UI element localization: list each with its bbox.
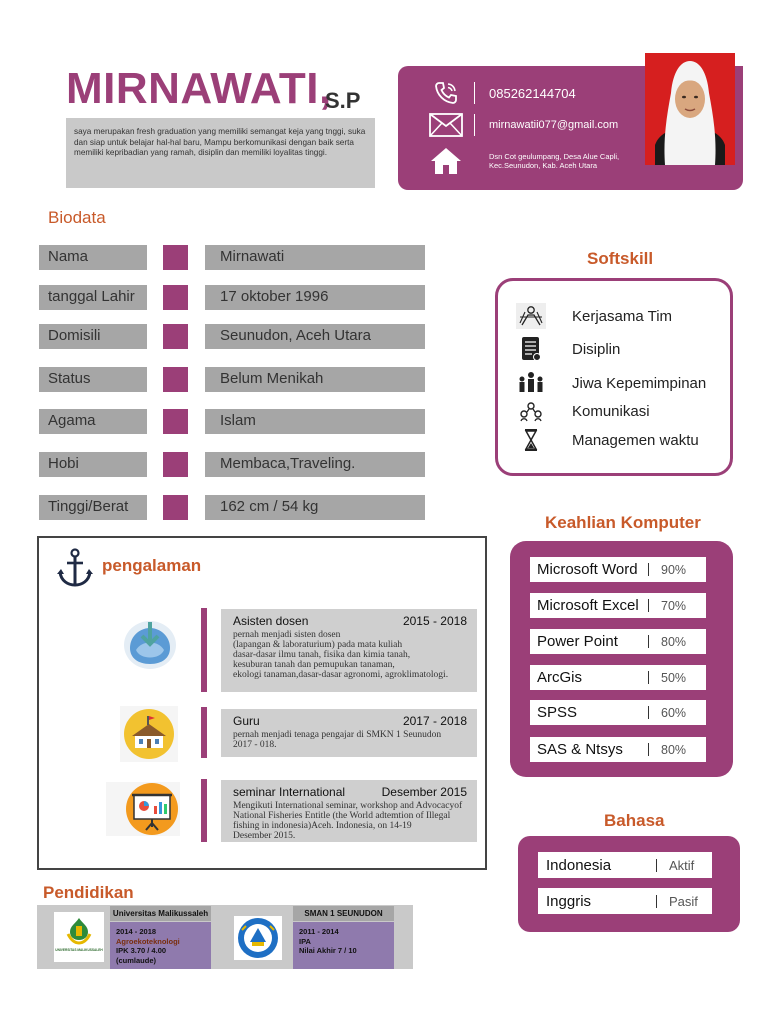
bio-value-status: Belum Menikah <box>205 367 425 392</box>
bio-value-nama: Mirnawati <box>205 245 425 270</box>
school-icon <box>120 706 178 767</box>
skill-separator <box>648 706 649 719</box>
experience-title: pengalaman <box>102 556 202 575</box>
education-school: SMAN 1 SEUNUDON <box>293 906 394 921</box>
experience-description <box>233 630 467 680</box>
resume-name: MIRNAWATI, <box>66 64 332 113</box>
education-major: Agroekoteknologi <box>116 936 180 946</box>
leader-icon <box>516 370 546 396</box>
language-separator <box>656 895 657 908</box>
bio-marker <box>163 324 188 349</box>
communication-icon <box>516 398 546 424</box>
softskill-panel <box>495 278 733 476</box>
bio-marker <box>163 409 188 434</box>
experience-period: 2017 - 2018 <box>402 714 467 728</box>
anchor-icon <box>57 548 93 593</box>
softskill-title: Softskill <box>587 249 654 268</box>
softskill-item <box>516 398 650 424</box>
tut-wuri-handayani-logo <box>234 916 282 960</box>
bio-value-domisili: Seunudon, Aceh Utara <box>205 324 425 349</box>
language-title: Bahasa <box>604 811 665 830</box>
experience-role: Guru <box>233 714 260 728</box>
experience-header <box>233 614 467 628</box>
skill-name: Power Point <box>537 633 618 650</box>
experience-desc-line: pernah menjadi sisten dosen <box>233 630 341 640</box>
education-details <box>293 922 394 969</box>
education-score: IPK 3.70 / 4.00 (cumlaude) <box>116 946 167 965</box>
home-icon <box>428 146 464 176</box>
bio-label-hobi: Hobi <box>39 452 147 477</box>
experience-desc-line: Desember 2015. <box>233 831 296 841</box>
bio-value-hobi: Membaca,Traveling. <box>205 452 425 477</box>
experience-role: seminar International <box>233 785 346 799</box>
computer-skill-row <box>530 737 706 762</box>
computer-skill-row <box>530 557 706 582</box>
education-years: 2014 - 2018 <box>116 927 157 936</box>
experience-header <box>233 785 467 799</box>
download-icon <box>122 618 178 675</box>
bio-value-tinggi-berat: 162 cm / 54 kg <box>205 495 425 520</box>
computer-skills-panel <box>510 541 733 777</box>
skill-percent: 80% <box>661 742 687 757</box>
experience-desc-line: (lapangan & laboraturium) pada mata kuliah <box>233 640 403 650</box>
address-text <box>489 152 619 170</box>
bio-marker <box>163 285 188 310</box>
bio-marker <box>163 495 188 520</box>
experience-marker <box>201 779 207 842</box>
softskill-item <box>516 303 672 329</box>
softskill-label: Disiplin <box>572 340 621 358</box>
language-panel <box>518 836 740 932</box>
experience-desc-line: fishing in indonesia)Aceh. Indonesia, on 14-19 <box>233 821 412 831</box>
experience-desc-line: Mengikuti International seminar, workshop and Advocacyof <box>233 801 463 811</box>
experience-card <box>221 709 477 757</box>
softskill-label: Jiwa Kepemimpinan <box>572 374 707 392</box>
experience-marker <box>201 707 207 758</box>
computer-skill-row <box>530 700 706 725</box>
experience-period: Desember 2015 <box>381 785 467 799</box>
language-name: Inggris <box>546 892 592 910</box>
language-name: Indonesia <box>546 856 612 874</box>
experience-description <box>233 801 467 841</box>
skill-name: SAS & Ntsys <box>537 741 623 758</box>
softskill-item <box>516 336 620 362</box>
university-logo <box>54 912 104 962</box>
skill-separator <box>648 599 649 612</box>
computer-skills-title: Keahlian Komputer <box>545 513 701 532</box>
skill-percent: 80% <box>661 634 687 649</box>
teamwork-icon <box>516 303 546 329</box>
language-row <box>538 852 712 878</box>
bio-label-status: Status <box>39 367 147 392</box>
skill-percent: 70% <box>661 598 687 613</box>
computer-skill-row <box>530 629 706 654</box>
skill-percent: 90% <box>661 562 687 577</box>
contact-email-row <box>428 110 618 140</box>
mail-icon <box>428 110 464 140</box>
experience-desc-line: kesuburan tanah dan pemupukan tanaman, <box>233 660 395 670</box>
skill-name: Microsoft Word <box>537 561 638 578</box>
computer-skill-row <box>530 593 706 618</box>
presentation-icon <box>106 782 180 841</box>
bio-label-domisili: Domisili <box>39 324 147 349</box>
resume-degree: S.P <box>325 88 361 113</box>
summary-text: saya merupakan fresh graduation yang memiliki semangat keja yang tnggi, suka dan siap untuk belajar hal-hal baru, Mampu berkomunikasi dengan baik serta memiliki kepribadian yang ramah, disiplin dan memiliki loyalitas tinggi. <box>66 118 375 188</box>
contact-address-row <box>428 146 619 176</box>
skill-name: ArcGis <box>537 669 582 686</box>
hourglass-icon <box>516 427 546 453</box>
education-major: IPA <box>299 936 311 946</box>
language-separator <box>656 859 657 872</box>
education-title: Pendidikan <box>43 883 134 902</box>
experience-role: Asisten dosen <box>233 614 309 628</box>
experience-desc-line: pernah menjadi tenaga pengajar di SMKN 1 Seunudon <box>233 730 442 740</box>
experience-desc-line: ekologi tanaman,dasar-dasar agronomi, agroklimatologi. <box>233 670 449 680</box>
email-text: mirnawatii077@gmail.com <box>489 119 619 131</box>
bio-marker <box>163 452 188 477</box>
university-logo-text: UNIVERSITAS MALIKUSSALEH <box>55 948 103 952</box>
bio-value-agama: Islam <box>205 409 425 434</box>
education-score: Nilai Akhir 7 / 10 <box>299 946 357 955</box>
skill-percent: 50% <box>661 670 687 685</box>
bio-value-tanggal-lahir: 17 oktober 1996 <box>205 285 425 310</box>
profile-photo <box>645 53 735 165</box>
phone-icon <box>428 78 464 108</box>
experience-description <box>233 730 467 750</box>
bio-label-tanggal-lahir: tanggal Lahir <box>39 285 147 310</box>
skill-name: Microsoft Excel <box>537 597 639 614</box>
experience-desc-line: dasar-dasar ilmu tanah, fisika dan kimia tanah, <box>233 650 411 660</box>
experience-card <box>221 780 477 842</box>
experience-desc-line: National Fisheries Entitle (the World adtemtion of Illegal <box>233 811 451 821</box>
language-level: Aktif <box>669 857 695 873</box>
biodata-title: Biodata <box>48 208 106 227</box>
education-years: 2011 - 2014 <box>299 927 339 936</box>
skill-separator <box>648 743 649 756</box>
contact-phone-row <box>428 78 576 108</box>
education-school: Universitas Malikussaleh <box>110 906 211 921</box>
address-line-1: Dsn Cot geulumpang, Desa Alue Capli, <box>489 152 620 161</box>
education-details <box>110 922 211 969</box>
experience-period: 2015 - 2018 <box>402 614 467 628</box>
skill-percent: 60% <box>661 705 687 720</box>
bio-marker <box>163 245 188 270</box>
contact-separator <box>474 82 475 104</box>
computer-skill-row <box>530 665 706 690</box>
language-row <box>538 888 712 914</box>
experience-header <box>233 714 467 728</box>
bio-label-tinggi-berat: Tinggi/Berat <box>39 495 147 520</box>
experience-desc-line: 2017 - 018. <box>233 740 277 750</box>
skill-separator <box>648 671 649 684</box>
softskill-label: Komunikasi <box>572 402 650 420</box>
skill-separator <box>648 635 649 648</box>
skill-separator <box>648 563 649 576</box>
softskill-item <box>516 427 699 453</box>
softskill-label: Kerjasama Tim <box>572 307 673 325</box>
bio-label-agama: Agama <box>39 409 147 434</box>
language-level: Pasif <box>669 893 698 909</box>
softskill-label: Managemen waktu <box>572 431 699 449</box>
experience-marker <box>201 608 207 692</box>
phone-text: 085262144704 <box>489 85 576 101</box>
address-line-2: Kec.Seunudon, Kab. Aceh Utara <box>489 161 597 170</box>
softskill-item <box>516 370 706 396</box>
bio-marker <box>163 367 188 392</box>
bio-label-nama: Nama <box>39 245 147 270</box>
contact-separator <box>474 114 475 136</box>
experience-card <box>221 609 477 692</box>
document-icon <box>516 336 546 362</box>
skill-name: SPSS <box>537 704 578 721</box>
